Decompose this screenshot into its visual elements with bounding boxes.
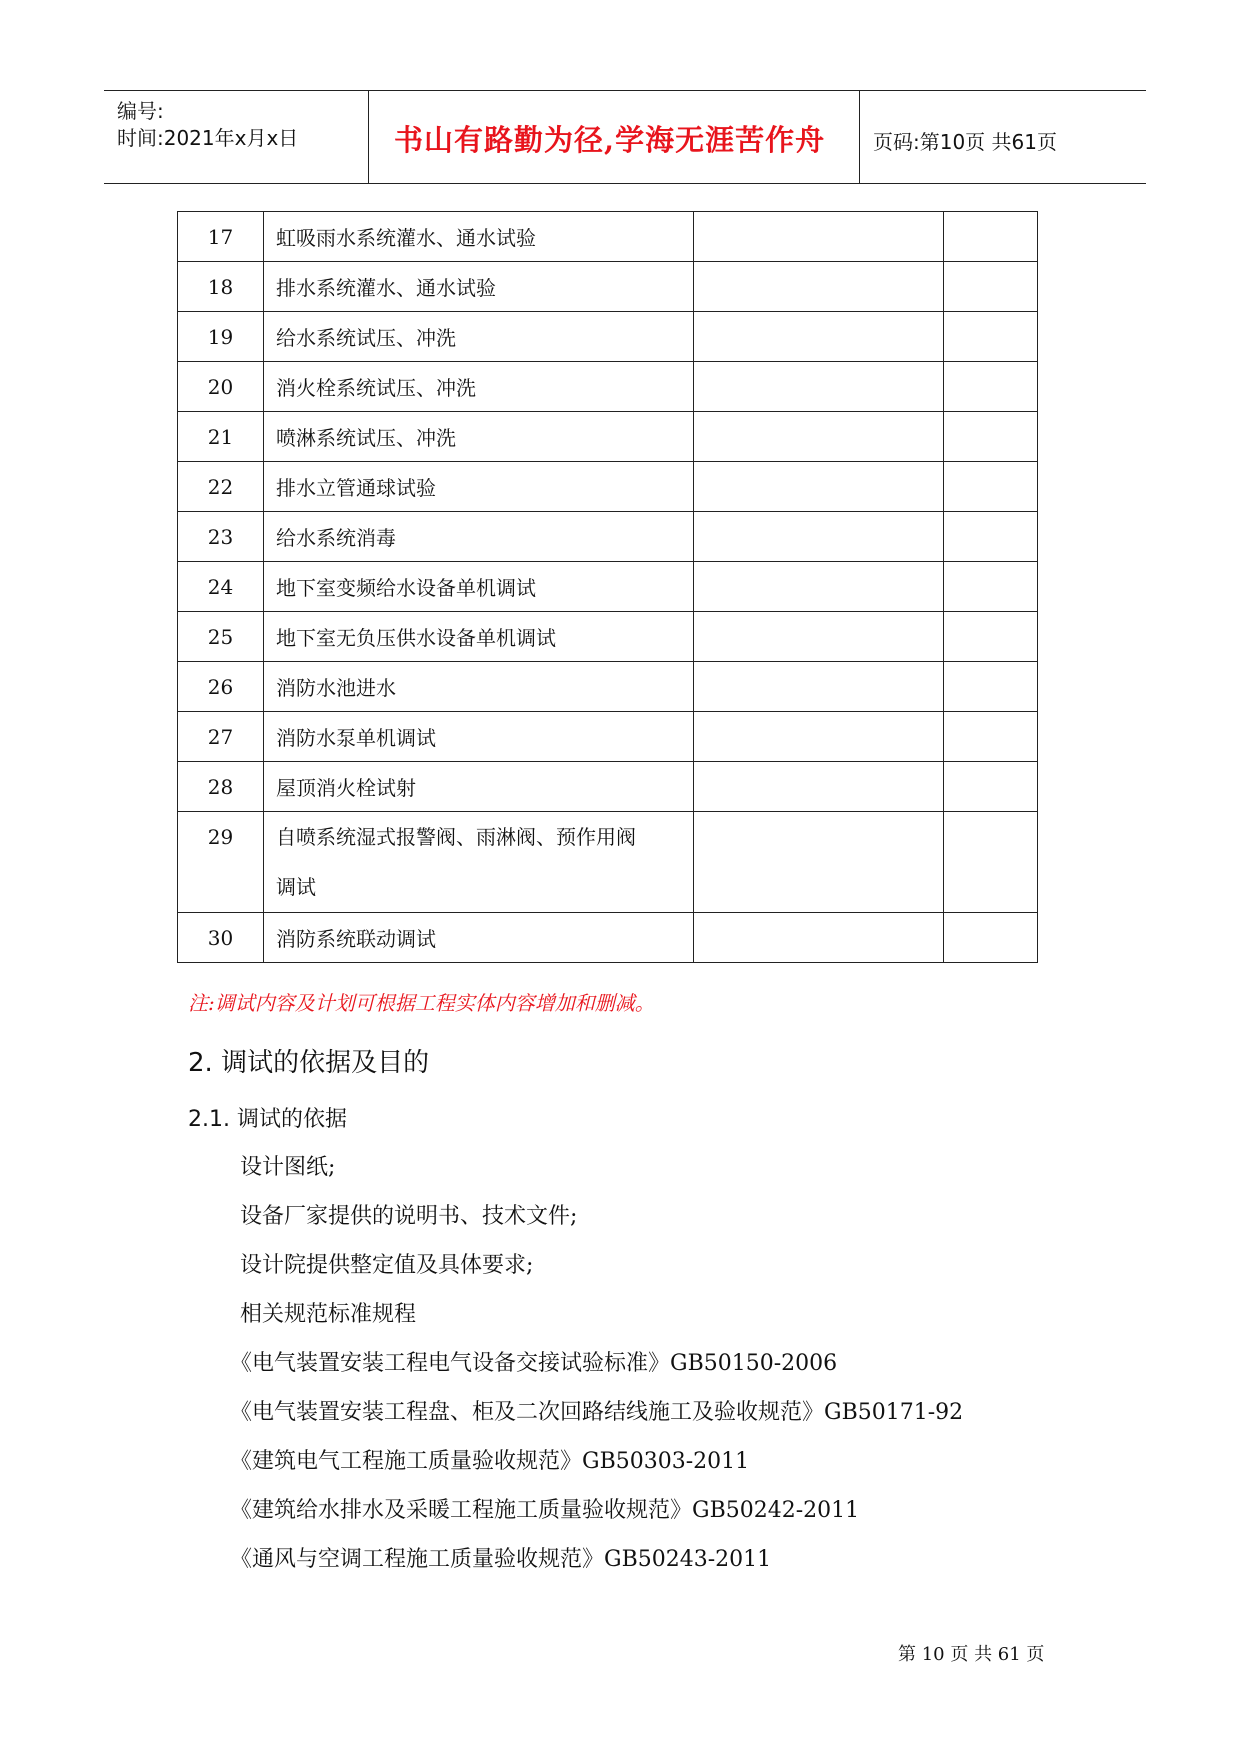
table-note: 注:调试内容及计划可根据工程实体内容增加和删减。 — [188, 991, 655, 1015]
row-number: 19 — [178, 312, 264, 362]
row-item: 消火栓系统试压、冲洗 — [264, 362, 694, 412]
row-empty-cell — [944, 462, 1038, 512]
row-empty-cell — [944, 412, 1038, 462]
row-number: 27 — [178, 712, 264, 762]
header-top-rule — [104, 90, 1146, 91]
header-divider-left — [368, 90, 369, 183]
page-footer: 第 10 页 共 61 页 — [898, 1644, 1045, 1665]
row-empty-cell — [944, 562, 1038, 612]
row-number: 25 — [178, 612, 264, 662]
standard-line: 《电气装置安装工程电气设备交接试验标准》GB50150-2006 — [230, 1351, 838, 1376]
row-item: 给水系统试压、冲洗 — [264, 312, 694, 362]
header-divider-right — [859, 90, 860, 183]
row-item: 地下室变频给水设备单机调试 — [264, 562, 694, 612]
row-number: 21 — [178, 412, 264, 462]
row-item: 地下室无负压供水设备单机调试 — [264, 612, 694, 662]
standard-line: 《建筑给水排水及采暖工程施工质量验收规范》GB50242-2011 — [230, 1498, 860, 1523]
section-heading: 2. 调试的依据及目的 — [188, 1048, 430, 1078]
row-item: 喷淋系统试压、冲洗 — [264, 412, 694, 462]
table-row — [178, 762, 1038, 812]
table-row — [178, 212, 1038, 262]
subsection-heading: 2.1. 调试的依据 — [188, 1107, 347, 1132]
table-row — [178, 612, 1038, 662]
row-number: 24 — [178, 562, 264, 612]
row-empty-cell — [944, 662, 1038, 712]
row-item: 排水立管通球试验 — [264, 462, 694, 512]
row-empty-cell — [694, 262, 944, 312]
table-row — [178, 362, 1038, 412]
row-number: 22 — [178, 462, 264, 512]
row-empty-cell — [944, 262, 1038, 312]
table-row — [178, 662, 1038, 712]
table-row — [178, 462, 1038, 512]
standard-line: 《建筑电气工程施工质量验收规范》GB50303-2011 — [230, 1449, 750, 1474]
debug-items-table — [177, 211, 1038, 963]
table-row — [178, 262, 1038, 312]
row-empty-cell — [694, 913, 944, 963]
row-empty-cell — [694, 662, 944, 712]
basis-line: 设计图纸; — [240, 1155, 336, 1180]
row-empty-cell — [694, 362, 944, 412]
row-item: 虹吸雨水系统灌水、通水试验 — [264, 212, 694, 262]
row-empty-cell — [694, 812, 944, 913]
row-item: 给水系统消毒 — [264, 512, 694, 562]
row-item-line-2: 调试 — [276, 875, 316, 899]
row-empty-cell — [944, 762, 1038, 812]
row-empty-cell — [944, 913, 1038, 963]
row-number: 23 — [178, 512, 264, 562]
row-empty-cell — [944, 612, 1038, 662]
basis-line: 设备厂家提供的说明书、技术文件; — [240, 1204, 578, 1229]
row-empty-cell — [694, 412, 944, 462]
row-empty-cell — [694, 712, 944, 762]
row-empty-cell — [694, 562, 944, 612]
row-empty-cell — [944, 512, 1038, 562]
row-empty-cell — [944, 312, 1038, 362]
row-empty-cell — [944, 362, 1038, 412]
row-empty-cell — [944, 712, 1038, 762]
table-row — [178, 812, 1038, 913]
row-empty-cell — [944, 212, 1038, 262]
row-number: 18 — [178, 262, 264, 312]
table-row — [178, 913, 1038, 963]
table-row — [178, 512, 1038, 562]
row-empty-cell — [944, 812, 1038, 913]
basis-line: 设计院提供整定值及具体要求; — [240, 1253, 534, 1278]
row-number: 28 — [178, 762, 264, 812]
header-number-label: 编号: — [117, 99, 164, 123]
row-number — [178, 812, 264, 913]
row-number: 20 — [178, 362, 264, 412]
row-item: 消防水池进水 — [264, 662, 694, 712]
row-empty-cell — [694, 212, 944, 262]
table-row — [178, 412, 1038, 462]
row-empty-cell — [694, 462, 944, 512]
standard-line: 《电气装置安装工程盘、柜及二次回路结线施工及验收规范》GB50171-92 — [230, 1400, 964, 1425]
row-item — [264, 812, 694, 913]
row-number: 30 — [178, 913, 264, 963]
basis-line: 相关规范标准规程 — [240, 1302, 417, 1327]
header-page-label: 页码:第10页 共61页 — [873, 130, 1057, 154]
row-item-line-1: 自喷系统湿式报警阀、雨淋阀、预作用阀 — [276, 825, 636, 849]
row-empty-cell — [694, 612, 944, 662]
row-item: 消防系统联动调试 — [264, 913, 694, 963]
row-item: 排水系统灌水、通水试验 — [264, 262, 694, 312]
row-item: 屋顶消火栓试射 — [264, 762, 694, 812]
header-bottom-rule — [104, 183, 1146, 184]
row-number-text: 29 — [207, 825, 234, 849]
row-empty-cell — [694, 762, 944, 812]
table-row — [178, 312, 1038, 362]
row-number: 26 — [178, 662, 264, 712]
row-item: 消防水泵单机调试 — [264, 712, 694, 762]
table-row — [178, 562, 1038, 612]
table-row — [178, 712, 1038, 762]
standard-line: 《通风与空调工程施工质量验收规范》GB50243-2011 — [230, 1547, 772, 1572]
header-motto: 书山有路勤为径,学海无涯苦作舟 — [394, 123, 826, 157]
row-empty-cell — [694, 312, 944, 362]
row-empty-cell — [694, 512, 944, 562]
header-time-label: 时间:2021年x月x日 — [117, 126, 299, 150]
row-number: 17 — [178, 212, 264, 262]
